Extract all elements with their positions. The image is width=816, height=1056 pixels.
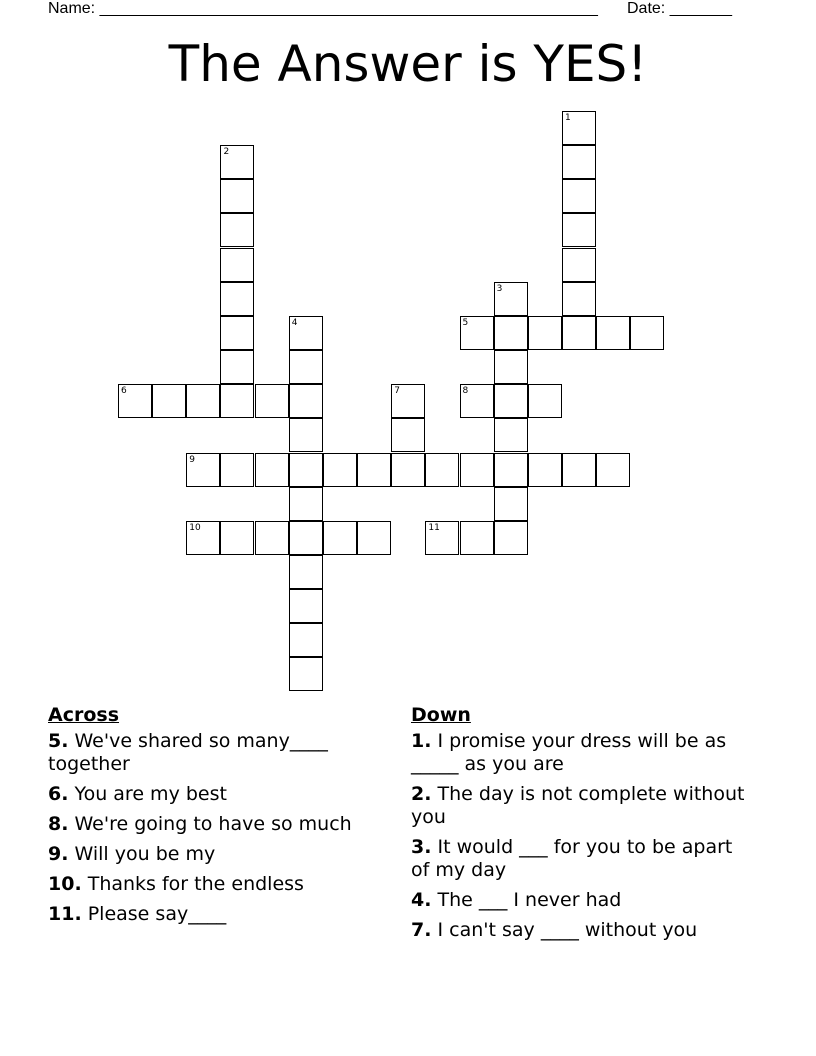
cell-number: 1 [564, 113, 571, 123]
cell-number: 4 [291, 317, 298, 328]
grid-cell [220, 521, 254, 555]
grid-cell [220, 316, 254, 350]
clue-down-3: 3. It would ___ for you to be apart of my day [411, 836, 733, 881]
grid-cell [289, 589, 323, 623]
grid-cell [289, 384, 323, 418]
grid-cell [357, 521, 391, 555]
grid-cell [494, 316, 528, 350]
clue-down-7: 7. I can't say ____ without you [411, 919, 698, 941]
grid-cell [220, 179, 254, 213]
grid-cell [494, 418, 528, 452]
grid-cell [562, 145, 596, 179]
grid-cell [152, 384, 186, 418]
clue-down-2: 2. The day is not complete without you [411, 783, 745, 828]
grid-cell [562, 248, 596, 282]
grid-cell [289, 623, 323, 657]
grid-cell [596, 453, 630, 487]
grid-cell [323, 453, 357, 487]
grid-cell [220, 248, 254, 282]
grid-cell [289, 555, 323, 589]
grid-cell [289, 487, 323, 521]
down-clues [411, 703, 751, 949]
grid-cell [391, 418, 425, 452]
grid-cell [255, 384, 289, 418]
grid-cell [494, 487, 528, 521]
cell-number: 2 [223, 147, 230, 158]
cell-number: 10 [189, 522, 201, 533]
grid-cell [425, 521, 459, 555]
grid-cell [528, 384, 562, 418]
date-field: Date: _______ [627, 0, 732, 17]
grid-cell [289, 350, 323, 384]
grid-cell [425, 453, 459, 487]
cell-number: 9 [189, 454, 196, 465]
grid-cell [289, 316, 323, 350]
across-heading: Across [48, 704, 120, 726]
cell-number: 7 [394, 386, 400, 397]
grid-cell [391, 453, 425, 487]
grid-cell [220, 350, 254, 384]
cell-number: 11 [428, 522, 440, 533]
grid-cell [562, 453, 596, 487]
grid-cell [289, 657, 323, 691]
grid-cell [255, 521, 289, 555]
clue-across-10: 10. Thanks for the endless [48, 873, 304, 895]
grid-cell [323, 521, 357, 555]
grid-cell [220, 145, 254, 179]
grid-cell [494, 384, 528, 418]
grid-cell [289, 418, 323, 452]
cell-number: 3 [496, 283, 503, 294]
grid-cell [494, 521, 528, 555]
grid-cell [460, 384, 494, 418]
grid-cell [220, 384, 254, 418]
grid-cell [391, 384, 425, 418]
clue-across-11: 11. Please say____ [48, 903, 227, 925]
grid-cell [220, 453, 254, 487]
grid-cell [255, 453, 289, 487]
grid-cell [357, 453, 391, 487]
grid-cell [562, 316, 596, 350]
grid-cell [562, 111, 596, 145]
across-clues [48, 703, 378, 933]
grid-cell [220, 282, 254, 316]
grid-cell [630, 316, 664, 350]
grid-cell [220, 213, 254, 247]
cell-number: 6 [121, 386, 127, 397]
down-heading: Down [411, 704, 471, 726]
clue-across-5: 5. We've shared so many____ together [48, 730, 328, 775]
grid-cell [528, 453, 562, 487]
clue-across-6: 6. You are my best [48, 783, 227, 805]
grid-cell [460, 521, 494, 555]
grid-cell [186, 521, 220, 555]
grid-cell [460, 316, 494, 350]
grid-cell [596, 316, 630, 350]
clue-across-9: 9. Will you be my [48, 843, 216, 865]
grid-cell [186, 384, 220, 418]
grid-cell [494, 282, 528, 316]
grid-cell [562, 179, 596, 213]
grid-cell [289, 453, 323, 487]
grid-cell [289, 521, 323, 555]
grid-cell [460, 453, 494, 487]
page-title: The Answer is YES! [168, 35, 648, 93]
grid-cell [186, 453, 220, 487]
grid-cell [494, 350, 528, 384]
cell-number: 5 [462, 317, 469, 328]
grid-cell [528, 316, 562, 350]
name-field: Name: ________________________________________________________ [48, 0, 598, 17]
grid-cell [118, 384, 152, 418]
clue-down-4: 4. The ___ I never had [411, 889, 622, 911]
grid-cell [562, 282, 596, 316]
clue-across-8: 8. We're going to have so much [48, 813, 352, 835]
grid-cell [494, 453, 528, 487]
clue-down-1: 1. I promise your dress will be as _____ as you are [411, 730, 727, 775]
grid-cell [562, 213, 596, 247]
cell-number: 8 [462, 386, 469, 397]
